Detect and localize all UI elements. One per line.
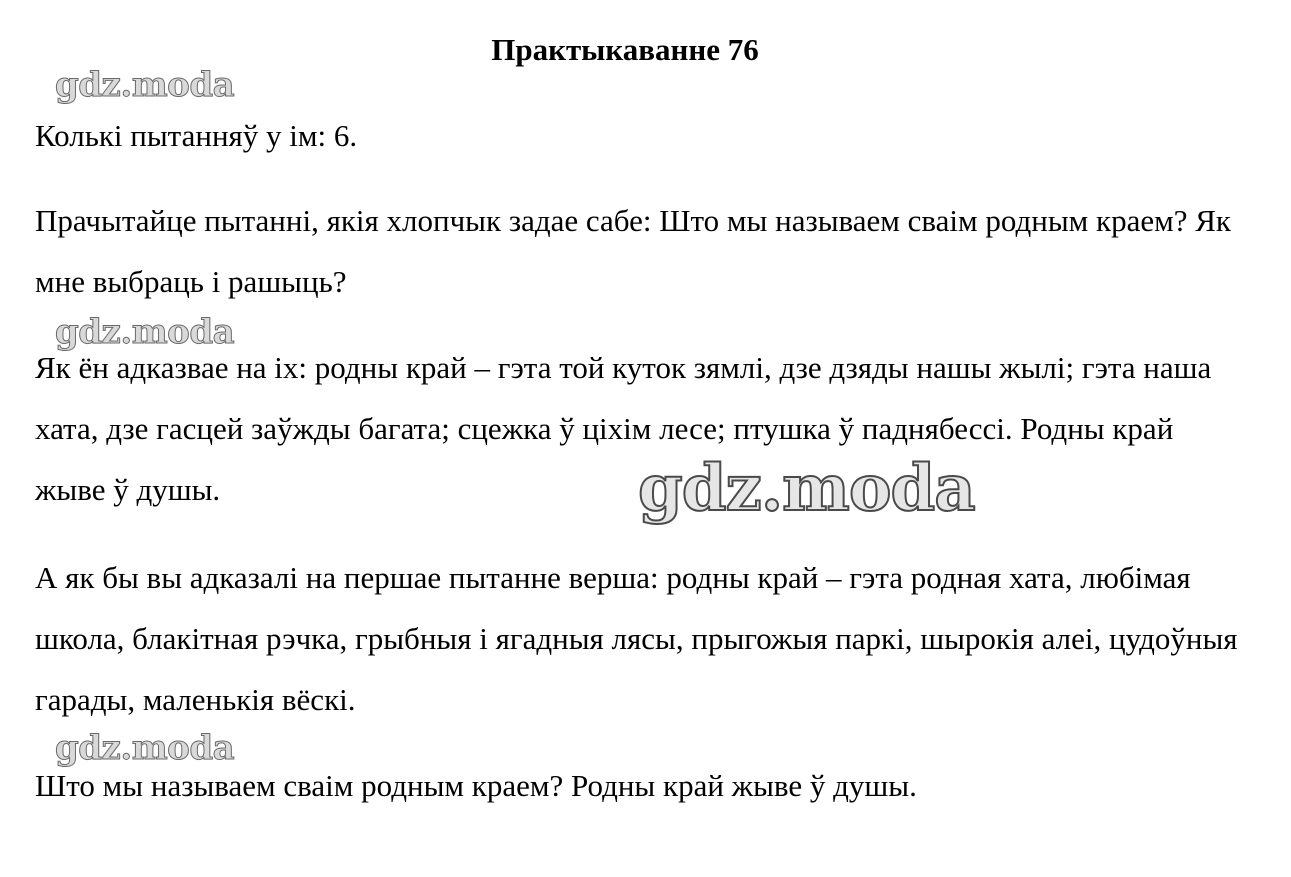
page-title: Практыкаванне 76 — [491, 32, 759, 67]
paragraph-summary: Што мы называем сваім родным краем? Родны край жыве ў душы. — [35, 768, 917, 803]
paragraph-answers: Як ён адказвае на іх: родны край – гэта той куток зямлі, дзе дзяды нашы жылі; гэта наша хата, дзе гасцей заўжды багата; сцежка ў ціхім лесе; птушка ў паднябессі. Родны край жыве ў душы. — [35, 350, 1212, 507]
watermark-logo: gdz.moda — [55, 728, 235, 768]
paragraph-questions: Прачытайце пытанні, якія хлопчык задае сабе: Што мы называем сваім родным краем? Як мне выбраць і рашыць? — [35, 203, 1231, 299]
paragraph-own-answer: А як бы вы адказалі на першае пытанне верша: родны край – гэта родная хата, любімая школа, блакітная рэчка, грыбныя і ягадныя лясы, прыгожыя паркі, шырокія алеі, цудоўныя гарады, маленькія вёскі. — [35, 560, 1238, 717]
watermark-logo-large: gdz.moda — [638, 451, 975, 526]
watermark-logo: gdz.moda — [55, 312, 235, 352]
watermark-logo: gdz.moda — [55, 65, 235, 105]
paragraph-question-count: Колькі пытанняў у ім: 6. — [35, 118, 358, 153]
